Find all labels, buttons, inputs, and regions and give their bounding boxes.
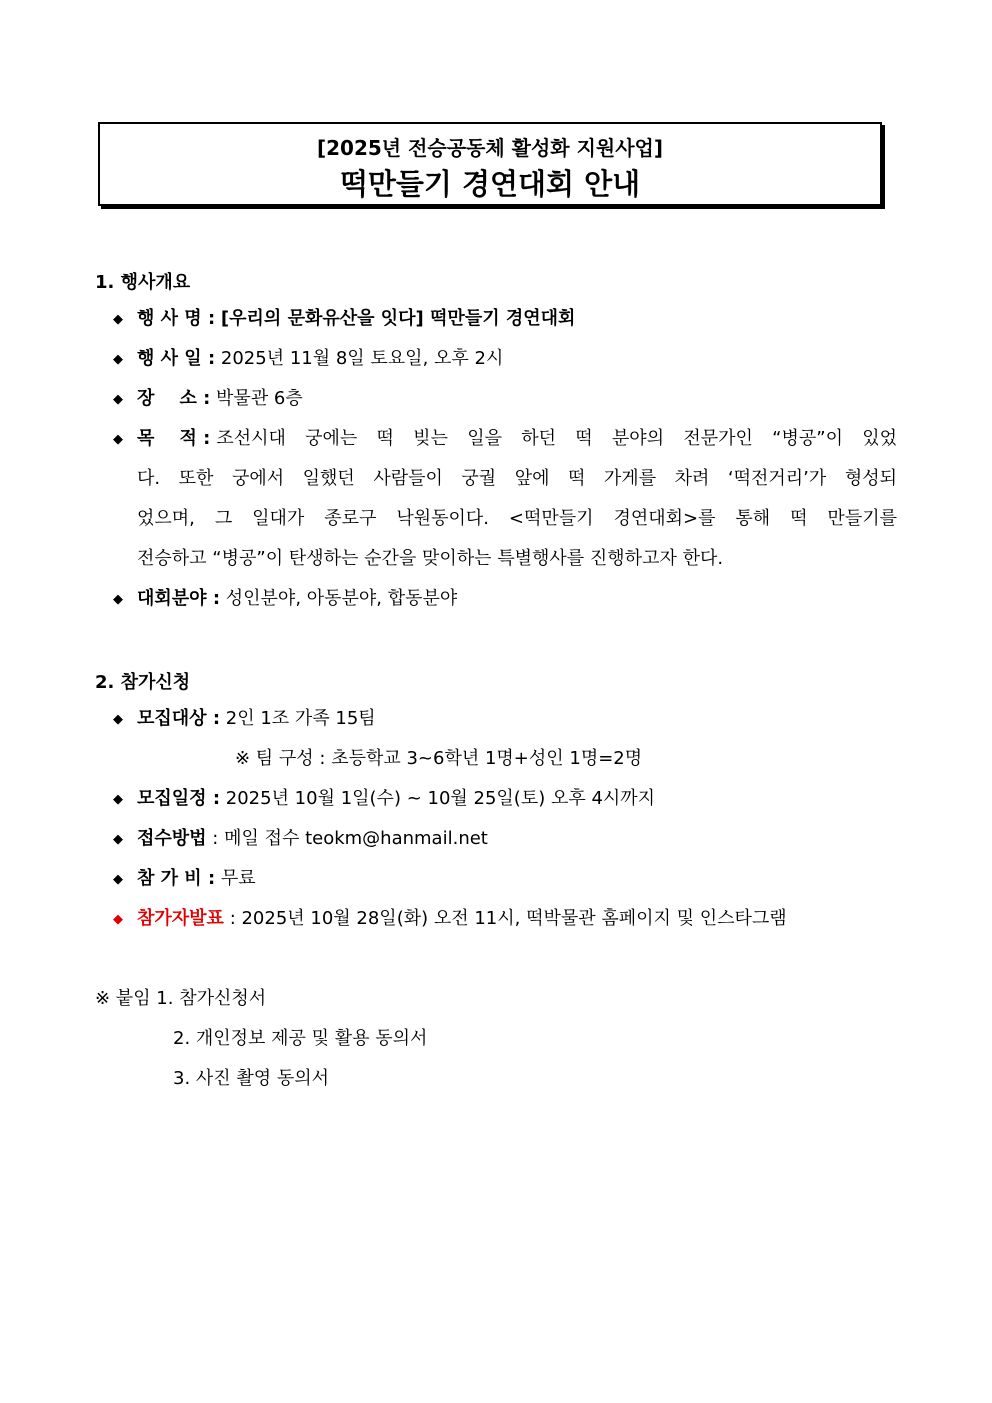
bullet-icon: ◆ [113,352,123,367]
event-name-row [137,299,575,339]
bullet-icon: ◆ [113,792,123,807]
document-title: 떡만들기 경연대회 안내 [339,167,641,201]
event-purpose-line: 었으며, 그 일대가 종로구 낙원동이다. <떡만들기 경연대회>를 통해 떡 만들기를 [137,508,897,529]
attachment-line-3: 3. 사진 촬영 동의서 [173,1068,330,1089]
document-subtitle: [2025년 전승공동체 활성화 지원사업] [317,136,663,160]
event-field-value: 성인분야, 아동분야, 합동분야 [225,588,458,609]
application-method-label: 접수방법 [137,828,207,849]
recruit-target-row [137,699,376,739]
event-name-value: [우리의 문화유산을 잇다] 떡만들기 경연대회 [220,308,576,329]
event-purpose-line: 조선시대 궁에는 떡 빚는 일을 하던 떡 분야의 전문가인 “병공”이 있었 [216,428,897,449]
team-composition-note: ※ 팀 구성 : 초등학교 3~6학년 1명+성인 1명=2명 [235,748,643,769]
event-date-label: 행 사 일 : [137,348,216,369]
announcement-row [137,899,787,939]
announcement-value: : 2025년 10월 28일(화) 오전 11시, 떡박물관 홈페이지 및 인스타그램 [229,908,787,929]
bullet-icon: ◆ [113,392,123,407]
attachment-line-1: ※ 붙임 1. 참가신청서 [95,988,267,1009]
attachment-line-2: 2. 개인정보 제공 및 활용 동의서 [173,1028,428,1049]
bullet-icon: ◆ [113,432,123,447]
title-box [98,122,882,206]
event-field-row [137,579,457,619]
recruit-target-value: 2인 1조 가족 15팀 [225,708,376,729]
bullet-icon: ◆ [113,592,123,607]
event-purpose-line: 다. 또한 궁에서 일했던 사람들이 궁궐 앞에 떡 가게를 차려 ‘떡전거리’가 형성되 [137,468,897,489]
section-1-heading: 1. 행사개요 [95,272,191,293]
event-purpose-label: 목 적 : [137,428,211,449]
fee-row [137,859,256,899]
event-field-label: 대회분야 : [137,588,221,609]
event-purpose-row [137,419,897,459]
announcement-label: 참가자발표 [137,908,224,929]
event-place-label: 장 소 : [137,388,211,409]
event-place-row [137,379,303,419]
bullet-icon: ◆ [113,712,123,727]
application-method-row [137,819,488,859]
event-date-row [137,339,503,379]
recruit-schedule-row [137,779,655,819]
event-date-value: 2025년 11월 8일 토요일, 오후 2시 [220,348,504,369]
recruit-schedule-value: 2025년 10월 1일(수) ~ 10월 25일(토) 오후 4시까지 [225,788,656,809]
bullet-icon: ◆ [113,872,123,887]
recruit-schedule-label: 모집일정 : [137,788,221,809]
event-purpose-line: 전승하고 “병공”이 탄생하는 순간을 맞이하는 특별행사를 진행하고자 한다. [137,548,724,569]
event-place-value: 박물관 6층 [216,388,303,409]
application-method-value: : 메일 접수 teokm@hanmail.net [212,828,488,849]
event-name-label: 행 사 명 : [137,308,216,329]
bullet-icon: ◆ [113,312,123,327]
section-2-heading: 2. 참가신청 [95,672,191,693]
bullet-icon: ◆ [113,832,123,847]
fee-value: 무료 [220,868,256,889]
recruit-target-label: 모집대상 : [137,708,221,729]
fee-label: 참 가 비 : [137,868,216,889]
bullet-icon: ◆ [113,912,123,927]
